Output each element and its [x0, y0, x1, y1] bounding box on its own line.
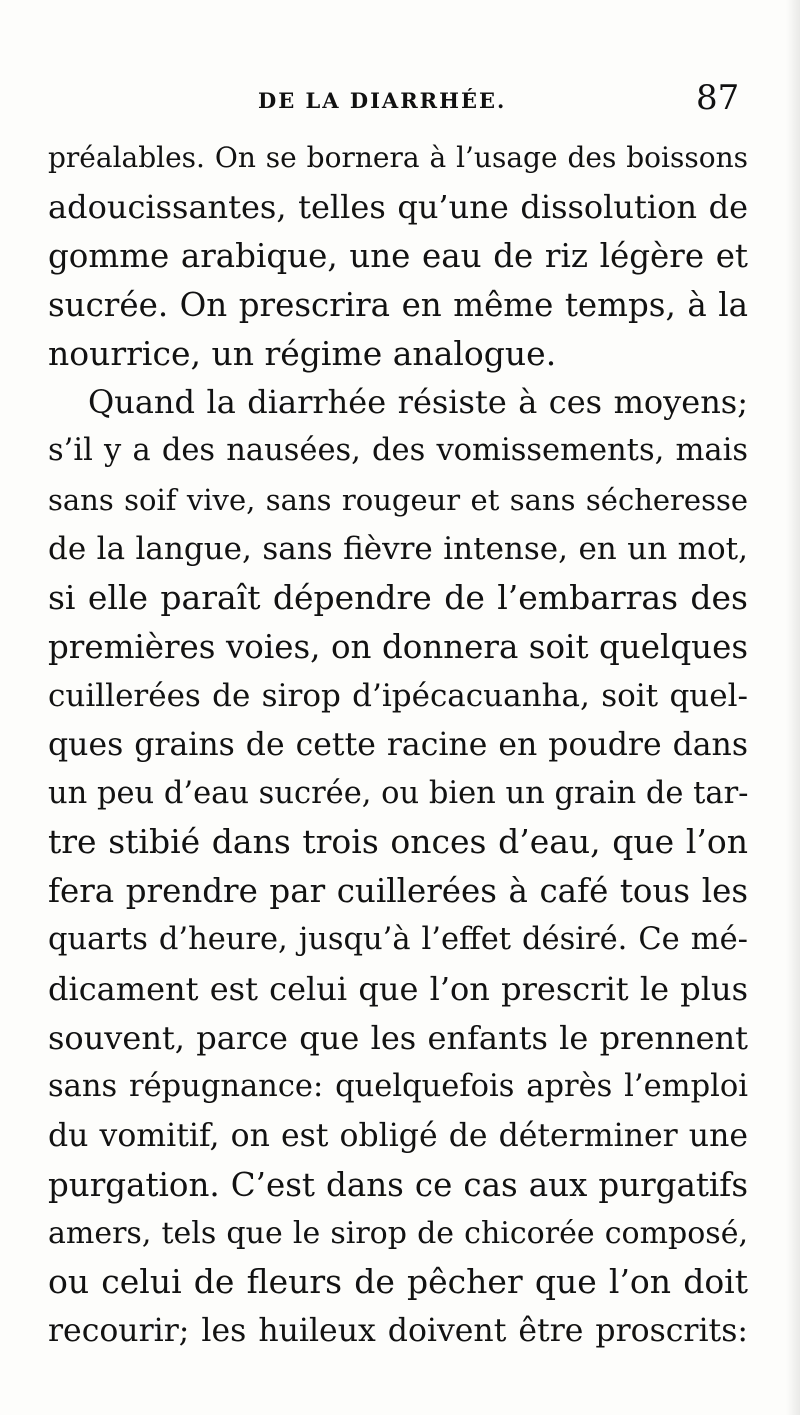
- page-header: [0, 78, 800, 128]
- text-line: préalables. On se bornera à l’usage des boissons: [48, 141, 748, 174]
- text-line: cuillerées de sirop d’ipécacuanha, soit quel-: [48, 677, 748, 714]
- text-line: premières voies, on donnera soit quelques: [48, 627, 748, 666]
- text-line: s’il y a des nausées, des vomissements, mais: [48, 433, 748, 469]
- text-line: ou celui de fleurs de pêcher que l’on doit: [48, 1262, 748, 1302]
- text-line: sans soif vive, sans rougeur et sans sécheresse: [48, 483, 748, 518]
- text-line: quarts d’heure, jusqu’à l’effet désiré. Ce mé-: [48, 922, 748, 958]
- text-line: de la langue, sans fièvre intense, en un mot,: [48, 531, 748, 568]
- text-line: fera prendre par cuillerées à café tous les: [48, 872, 748, 911]
- page-edge-shadow: [786, 0, 800, 1415]
- text-line: sans répugnance: quelquefois après l’emploi: [48, 1068, 748, 1104]
- text-line: recourir; les huileux doivent être proscrits:: [48, 1313, 748, 1350]
- text-line: adoucissantes, telles qu’une dissolution de: [48, 187, 748, 226]
- text-line: si elle paraît dépendre de l’embarras des: [48, 578, 748, 618]
- text-line: nourrice, un régime analogue.: [48, 333, 557, 373]
- text-line: ques grains de cette racine en poudre dans: [48, 726, 748, 763]
- text-line: amers, tels que le sirop de chicorée composé,: [48, 1215, 748, 1251]
- text-line: souvent, parce que les enfants le prennent: [48, 1019, 748, 1058]
- text-line: sucrée. On prescrira en même temps, à la: [48, 285, 748, 324]
- text-line: purgation. C’est dans ce cas aux purgatifs: [48, 1165, 748, 1204]
- running-head: DE LA DIARRHÉE.: [258, 88, 507, 113]
- text-line: un peu d’eau sucrée, ou bien un grain de tar-: [48, 775, 749, 811]
- text-line: gomme arabique, une eau de riz légère et: [48, 236, 748, 275]
- page-number: 87: [696, 78, 740, 118]
- text-line-paragraph-start: Quand la diarrhée résiste à ces moyens;: [88, 383, 748, 422]
- body-text: [48, 134, 748, 1356]
- text-line: dicament est celui que l’on prescrit le plus: [48, 970, 748, 1009]
- text-line: du vomitif, on est obligé de déterminer une: [48, 1117, 748, 1154]
- text-line: tre stibié dans trois onces d’eau, que l’on: [48, 822, 748, 862]
